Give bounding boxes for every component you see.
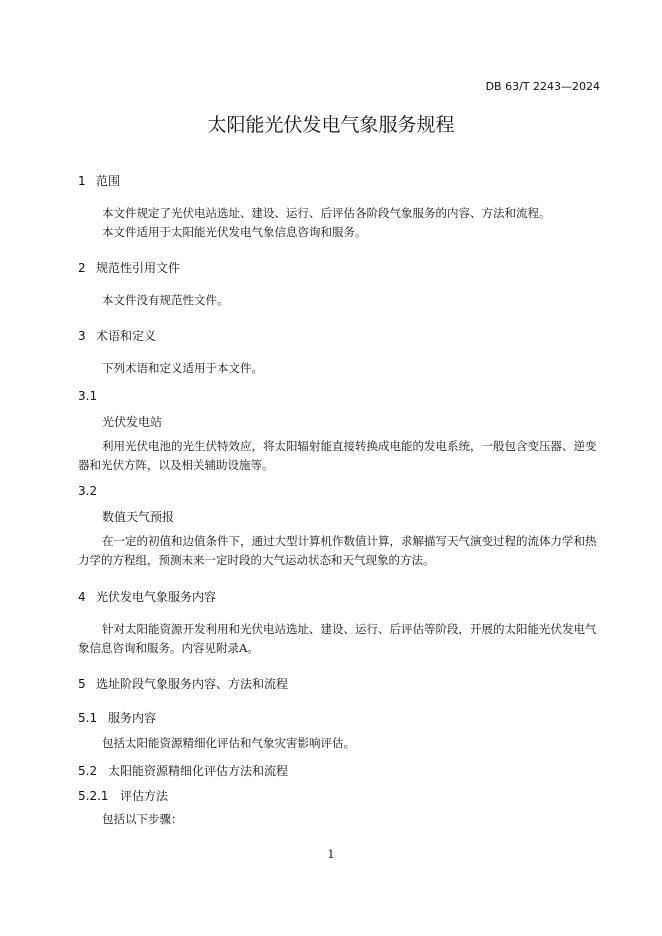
section-number: 5 [78, 677, 86, 691]
section-5-1-heading [78, 709, 156, 726]
section-4-paragraph-1: 针对太阳能资源开发利用和光伏电站选址、建设、运行、后评估等阶段，开展的太阳能光伏发电气象信息咨询和服务。内容见附录A。 [78, 622, 597, 655]
section-3-paragraph-1: 下列术语和定义适用于本文件。 [102, 361, 263, 375]
term-3-2-definition: 在一定的初值和边值条件下，通过大型计算机作数值计算，求解描写天气演变过程的流体力学和热力学的方程组，预测未来一定时段的大气运动状态和天气现象的方法。 [78, 534, 597, 567]
section-1-paragraph-1: 本文件规定了光伏电站选址、建设、运行、后评估各阶段气象服务的内容、方法和流程。 [102, 206, 551, 220]
section-number: 4 [78, 590, 86, 604]
term-3-2-name: 数值天气预报 [102, 510, 175, 524]
section-title: 范围 [96, 174, 121, 188]
section-number: 5.2.1 [78, 789, 109, 803]
section-number: 5.2 [78, 764, 98, 778]
document-title: 太阳能光伏发电气象服务规程 [207, 114, 455, 136]
section-5-heading [78, 675, 288, 692]
section-number: 3 [78, 329, 86, 343]
section-4-heading [78, 588, 216, 605]
document-number: DB 63/T 2243—2024 [485, 80, 600, 93]
section-number: 1 [78, 174, 86, 188]
section-5-1-paragraph-1: 包括太阳能资源精细化评估和气象灾害影响评估。 [102, 736, 355, 750]
section-title: 规范性引用文件 [96, 261, 181, 275]
section-title: 术语和定义 [96, 329, 157, 343]
section-title: 选址阶段气象服务内容、方法和流程 [96, 677, 289, 691]
section-2-heading [78, 259, 180, 276]
section-title: 评估方法 [120, 789, 169, 803]
section-5-2-1-heading [78, 787, 168, 804]
term-3-1-definition: 利用光伏电池的光生伏特效应，将太阳辐射能直接转换成电能的发电系统，一般包含变压器、逆变器和光伏方阵，以及相关辅助设施等。 [78, 439, 597, 472]
section-5-2-1-paragraph-1: 包括以下步骤： [102, 812, 183, 826]
section-2-paragraph-1: 本文件没有规范性文件。 [102, 293, 229, 307]
term-3-2-number: 3.2 [78, 484, 98, 498]
section-number: 2 [78, 261, 86, 275]
section-number: 5.1 [78, 711, 98, 725]
section-1-heading [78, 172, 120, 189]
term-3-1-name: 光伏发电站 [102, 415, 163, 429]
term-3-1-number: 3.1 [78, 389, 98, 403]
section-title: 太阳能资源精细化评估方法和流程 [108, 764, 289, 778]
page-number: 1 [327, 848, 335, 861]
section-1-paragraph-2: 本文件适用于太阳能光伏发电气象信息咨询和服务。 [102, 225, 367, 239]
section-title: 光伏发电气象服务内容 [96, 590, 217, 604]
section-5-2-heading [78, 762, 288, 779]
section-title: 服务内容 [108, 711, 157, 725]
section-3-heading [78, 327, 156, 344]
